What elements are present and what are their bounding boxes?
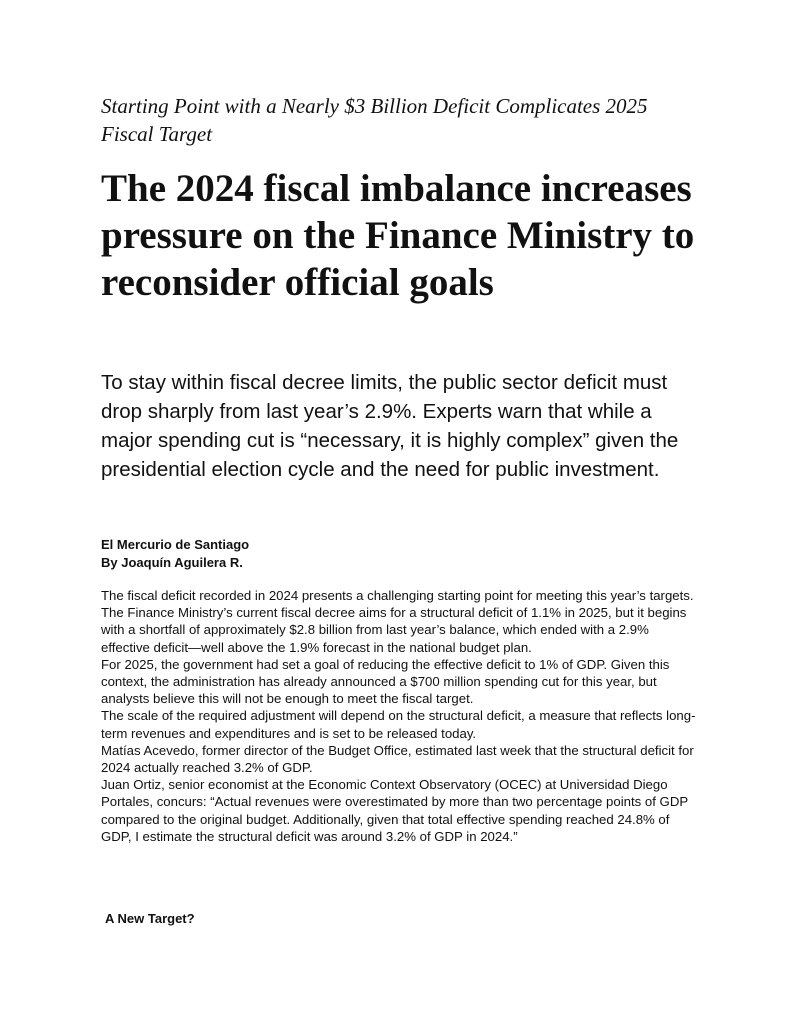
author-name: By Joaquín Aguilera R.: [101, 555, 243, 570]
body-paragraph: Juan Ortiz, senior economist at the Economic Context Observatory (OCEC) at Universidad Diego Portales, concurs: “Actual revenues were overestimated by more than two percentage points of GDP compared to the original budget. Additionally, given that total effective spending reached 24.8% of GDP, I estimate the structural deficit was around 3.2% of GDP in 2024.”: [101, 777, 688, 844]
headline: The 2024 fiscal imbalance increases pressure on the Finance Ministry to reconsider official goals: [101, 167, 695, 304]
section-subhead: A New Target?: [105, 911, 195, 926]
source-name: El Mercurio de Santiago: [101, 537, 250, 552]
kicker: Starting Point with a Nearly $3 Billion Deficit Complicates 2025 Fiscal Target: [101, 94, 648, 146]
byline: [101, 536, 701, 572]
body-paragraph: The fiscal deficit recorded in 2024 presents a challenging starting point for meeting this year’s targets. The Finance Ministry’s current fiscal decree aims for a structural deficit of 1.1% in 2025, but it begins with a shortfall of approximately $2.8 billion from last year’s balance, which ended with a 2.9% effective deficit—well above the 1.9% forecast in the national budget plan.: [101, 588, 694, 655]
body-paragraph: For 2025, the government had set a goal of reducing the effective deficit to 1% of GDP. Given this context, the administration has already announced a $700 million spending cut for this year, but analysts believe this will not be enough to meet the fiscal target.: [101, 656, 670, 707]
article-body: [101, 587, 701, 845]
body-paragraph: The scale of the required adjustment will depend on the structural deficit, a measure that reflects long-term revenues and expenditures and is set to be released today.: [101, 708, 696, 741]
body-paragraph: Matías Acevedo, former director of the Budget Office, estimated last week that the structural deficit for 2024 actually reached 3.2% of GDP.: [101, 742, 694, 776]
deck: To stay within fiscal decree limits, the public sector deficit must drop sharply from last year’s 2.9%. Experts warn that while a major spending cut is “necessary, it is highly complex” given the presidential election cycle and the need for public investment.: [101, 371, 679, 481]
